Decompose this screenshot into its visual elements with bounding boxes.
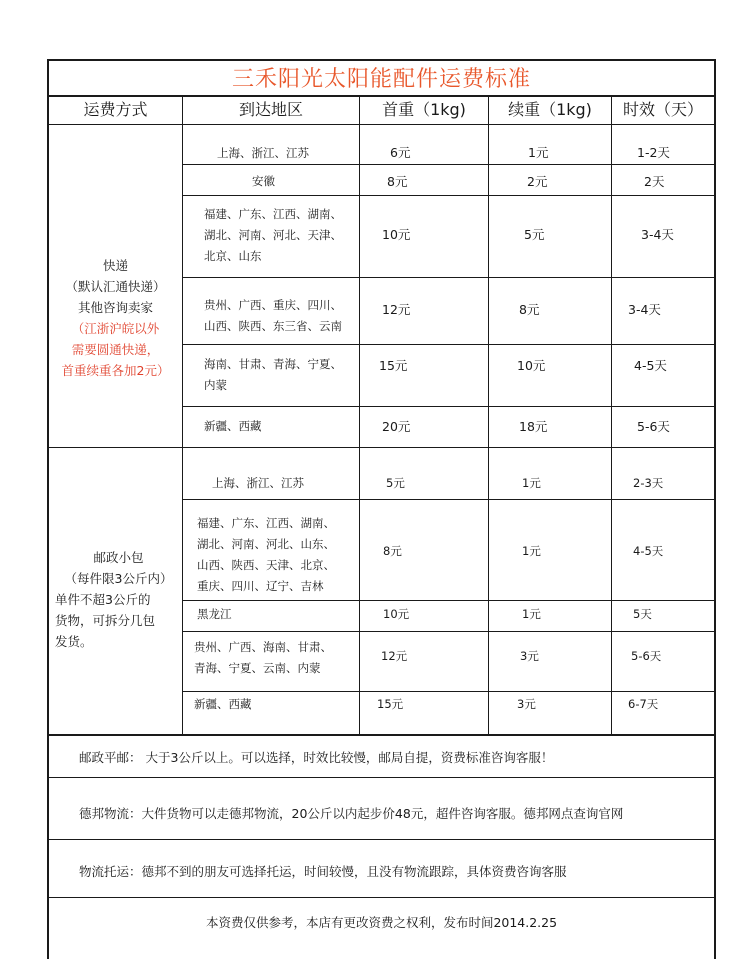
first-weight-cell: 8元 bbox=[387, 174, 408, 189]
region-cell: 福建、广东、江西、湖南、 湖北、河南、河北、天津、 北京、山东 bbox=[204, 207, 342, 263]
row-line bbox=[182, 277, 716, 278]
region-cell: 贵州、广西、海南、甘肃、 青海、宁夏、云南、内蒙 bbox=[194, 640, 332, 675]
region-cell: 贵州、广西、重庆、四川、 山西、陕西、东三省、云南 bbox=[204, 298, 342, 333]
region-cell: 福建、广东、江西、湖南、 湖北、河南、河北、山东、 山西、陕西、天津、北京、 重庆、四川、辽宁、吉林 bbox=[197, 516, 335, 593]
days-cell: 2天 bbox=[644, 174, 665, 189]
border-left bbox=[47, 59, 49, 959]
col-line-1 bbox=[182, 96, 183, 734]
row-line bbox=[182, 600, 716, 601]
extra-weight-cell: 18元 bbox=[519, 419, 548, 434]
days-cell: 5天 bbox=[633, 607, 652, 621]
rate-sheet bbox=[47, 59, 716, 959]
header-first-weight: 首重（1kg) bbox=[382, 100, 466, 119]
header-region: 到达地区 bbox=[238, 100, 303, 119]
days-cell: 6-7天 bbox=[628, 697, 659, 711]
row-line bbox=[182, 691, 716, 692]
first-weight-cell: 12元 bbox=[382, 302, 411, 317]
days-cell: 4-5天 bbox=[634, 358, 667, 373]
first-weight-cell: 15元 bbox=[379, 358, 408, 373]
region-cell: 上海、浙江、江苏 bbox=[217, 146, 309, 160]
extra-weight-cell: 3元 bbox=[517, 697, 536, 711]
row-line bbox=[182, 344, 716, 345]
page-title: 三禾阳光太阳能配件运费标准 bbox=[231, 67, 531, 92]
note-post-flat: 邮政平邮： 大于3公斤以上。可以选择，时效比较慢，邮局自提，资费标准咨询客服！ bbox=[79, 750, 554, 765]
days-cell: 5-6天 bbox=[631, 649, 662, 663]
days-cell: 3-4天 bbox=[628, 302, 661, 317]
header-method: 运费方式 bbox=[83, 100, 148, 119]
extra-weight-cell: 1元 bbox=[528, 145, 549, 160]
border-note-3 bbox=[47, 897, 716, 898]
express-surcharge-note: （江浙沪皖以外 bbox=[71, 321, 160, 336]
first-weight-cell: 15元 bbox=[377, 697, 404, 711]
extra-weight-cell: 5元 bbox=[524, 227, 545, 242]
extra-weight-cell: 1元 bbox=[522, 607, 541, 621]
extra-weight-cell: 1元 bbox=[522, 476, 541, 490]
col-line-3 bbox=[488, 96, 489, 734]
region-cell: 新疆、西藏 bbox=[194, 697, 252, 711]
first-weight-cell: 6元 bbox=[390, 145, 411, 160]
first-weight-cell: 10元 bbox=[383, 607, 410, 621]
region-cell: 新疆、西藏 bbox=[204, 419, 262, 433]
region-cell: 安徽 bbox=[252, 174, 275, 188]
days-cell: 1-2天 bbox=[637, 145, 670, 160]
first-weight-cell: 8元 bbox=[383, 544, 402, 558]
row-line bbox=[182, 164, 716, 165]
days-cell: 2-3天 bbox=[633, 476, 664, 490]
border-right bbox=[714, 59, 716, 959]
footer-disclaimer: 本资费仅供参考，本店有更改资费之权利，发布时间2014.2.25 bbox=[205, 915, 558, 930]
border-note-1 bbox=[47, 777, 716, 778]
note-debang-logistics: 德邦物流：大件货物可以走德邦物流，20公斤以内起步价48元，超件咨询客服。德邦网点查询官网 bbox=[79, 806, 624, 821]
extra-weight-cell: 3元 bbox=[520, 649, 539, 663]
express-method-label: 快递 （默认汇通快递） 其他咨询卖家 （江浙沪皖以外 需要圆通快递， 首重续重各加2元） bbox=[49, 255, 182, 381]
row-line bbox=[182, 499, 716, 500]
row-line bbox=[182, 195, 716, 196]
extra-weight-cell: 10元 bbox=[517, 358, 546, 373]
extra-weight-cell: 1元 bbox=[522, 544, 541, 558]
days-cell: 3-4天 bbox=[641, 227, 674, 242]
post-method-label: 邮政小包 （每件限3公斤内） 单件不超3公斤的 货物，可拆分几包 发货。 bbox=[55, 550, 173, 649]
first-weight-cell: 10元 bbox=[382, 227, 411, 242]
days-cell: 5-6天 bbox=[637, 419, 670, 434]
col-line-4 bbox=[611, 96, 612, 734]
region-cell: 上海、浙江、江苏 bbox=[212, 476, 304, 490]
col-line-2 bbox=[359, 96, 360, 734]
note-freight-consign: 物流托运：德邦不到的朋友可选择托运，时间较慢，且没有物流跟踪，具体资费咨询客服 bbox=[79, 864, 567, 879]
border-section-split bbox=[47, 447, 716, 448]
border-header-bottom bbox=[47, 124, 716, 125]
border-top bbox=[47, 59, 716, 61]
region-cell: 海南、甘肃、青海、宁夏、 内蒙 bbox=[204, 357, 342, 392]
row-line bbox=[182, 406, 716, 407]
header-extra-weight: 续重（1kg) bbox=[508, 100, 592, 119]
extra-weight-cell: 8元 bbox=[519, 302, 540, 317]
days-cell: 4-5天 bbox=[633, 544, 664, 558]
first-weight-cell: 20元 bbox=[382, 419, 411, 434]
border-note-2 bbox=[47, 839, 716, 840]
first-weight-cell: 5元 bbox=[386, 476, 405, 490]
row-line bbox=[182, 631, 716, 632]
header-delivery-days: 时效（天） bbox=[622, 100, 703, 119]
region-cell: 黑龙江 bbox=[197, 607, 232, 621]
extra-weight-cell: 2元 bbox=[527, 174, 548, 189]
first-weight-cell: 12元 bbox=[381, 649, 408, 663]
border-table-bottom bbox=[47, 734, 716, 736]
